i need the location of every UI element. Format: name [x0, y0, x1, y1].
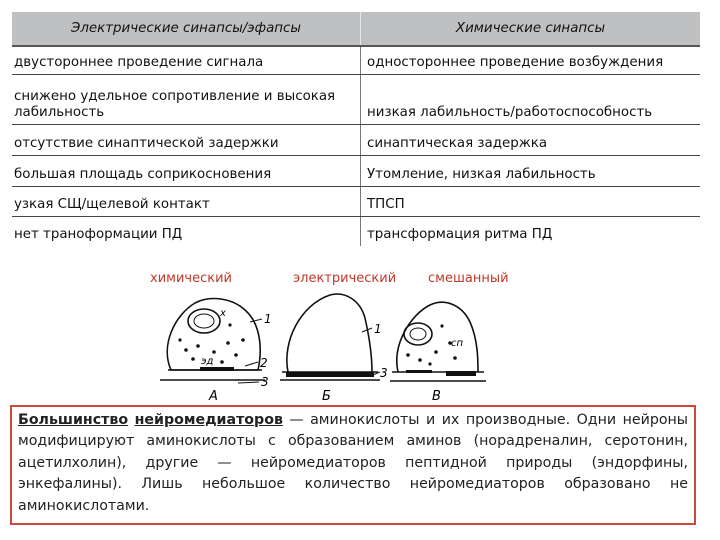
- cell-electrical: отсутствие синаптической задержки: [12, 124, 361, 155]
- table-row: [12, 216, 700, 246]
- table-row: [12, 46, 700, 74]
- callout-b-3: 3: [380, 366, 388, 380]
- header-chemical: Химические синапсы: [361, 12, 701, 46]
- callout-b-1: 1: [374, 322, 382, 336]
- note-term-neurotransmitters: нейромедиаторов: [134, 412, 283, 428]
- letter-c: В: [432, 389, 441, 404]
- synapse-comparison-table: [12, 12, 700, 246]
- callout-a-1: 1: [264, 312, 272, 326]
- letter-b: Б: [322, 389, 331, 404]
- synapse-a-active-zone: [200, 367, 234, 371]
- table-row: [12, 124, 700, 155]
- table-row: [12, 155, 700, 186]
- label-mixed: смешанный: [428, 271, 509, 286]
- cell-electrical: большая площадь соприкосновения: [12, 155, 361, 186]
- table-row: [12, 74, 700, 124]
- neurotransmitter-note: [10, 405, 696, 525]
- cell-chemical: низкая лабильность/работоспособность: [361, 74, 701, 124]
- note-term-most: Большинство: [18, 412, 129, 428]
- inner-label-c-sp: сп: [451, 338, 464, 349]
- letter-a: А: [209, 389, 218, 404]
- synapse-diagrams: [0, 290, 720, 405]
- cell-chemical: синаптическая задержка: [361, 124, 701, 155]
- cell-chemical: ТПСП: [361, 186, 701, 216]
- inner-label-a-x: х: [220, 308, 226, 319]
- synapse-b-diagram: [280, 294, 380, 380]
- cell-chemical: одностороннее проведение возбуждения: [361, 46, 701, 74]
- label-chemical: химический: [150, 271, 232, 286]
- header-electrical: Электрические синапсы/эфапсы: [12, 12, 361, 46]
- synapse-c-diagram: [390, 302, 486, 381]
- note-text: — аминокислоты и их производные. Одни нейроны модифицируют аминокислоты с образованием аминов (норадреналин, серотонин, ацетилхолин), другие — нейромедиаторов пептидной природы (эндорфины, энкефалины). Лишь небольшое количество нейромедиаторов образовано не аминокислотами.: [18, 412, 688, 514]
- synapse-b-gap-junction: [286, 372, 374, 377]
- cell-electrical: узкая СЩ/щелевой контакт: [12, 186, 361, 216]
- cell-electrical: двустороннее проведение сигнала: [12, 46, 361, 74]
- synapse-c-gap-junction: [446, 371, 476, 376]
- callout-a-3: 3: [261, 375, 269, 389]
- cell-electrical: снижено удельное сопротивление и высокая лабильность: [12, 74, 361, 124]
- callout-a-2: 2: [260, 356, 268, 370]
- cell-electrical: нет траноформации ПД: [14, 227, 183, 242]
- synapse-c-active-zone: [406, 370, 432, 373]
- cell-chemical: трансформация ритма ПД: [361, 216, 701, 246]
- cell-chemical: Утомление, низкая лабильность: [361, 155, 701, 186]
- label-electrical: электрический: [293, 271, 397, 286]
- table-header-row: [12, 12, 700, 46]
- table-row: [12, 186, 700, 216]
- inner-label-a-ed: эд: [201, 356, 214, 367]
